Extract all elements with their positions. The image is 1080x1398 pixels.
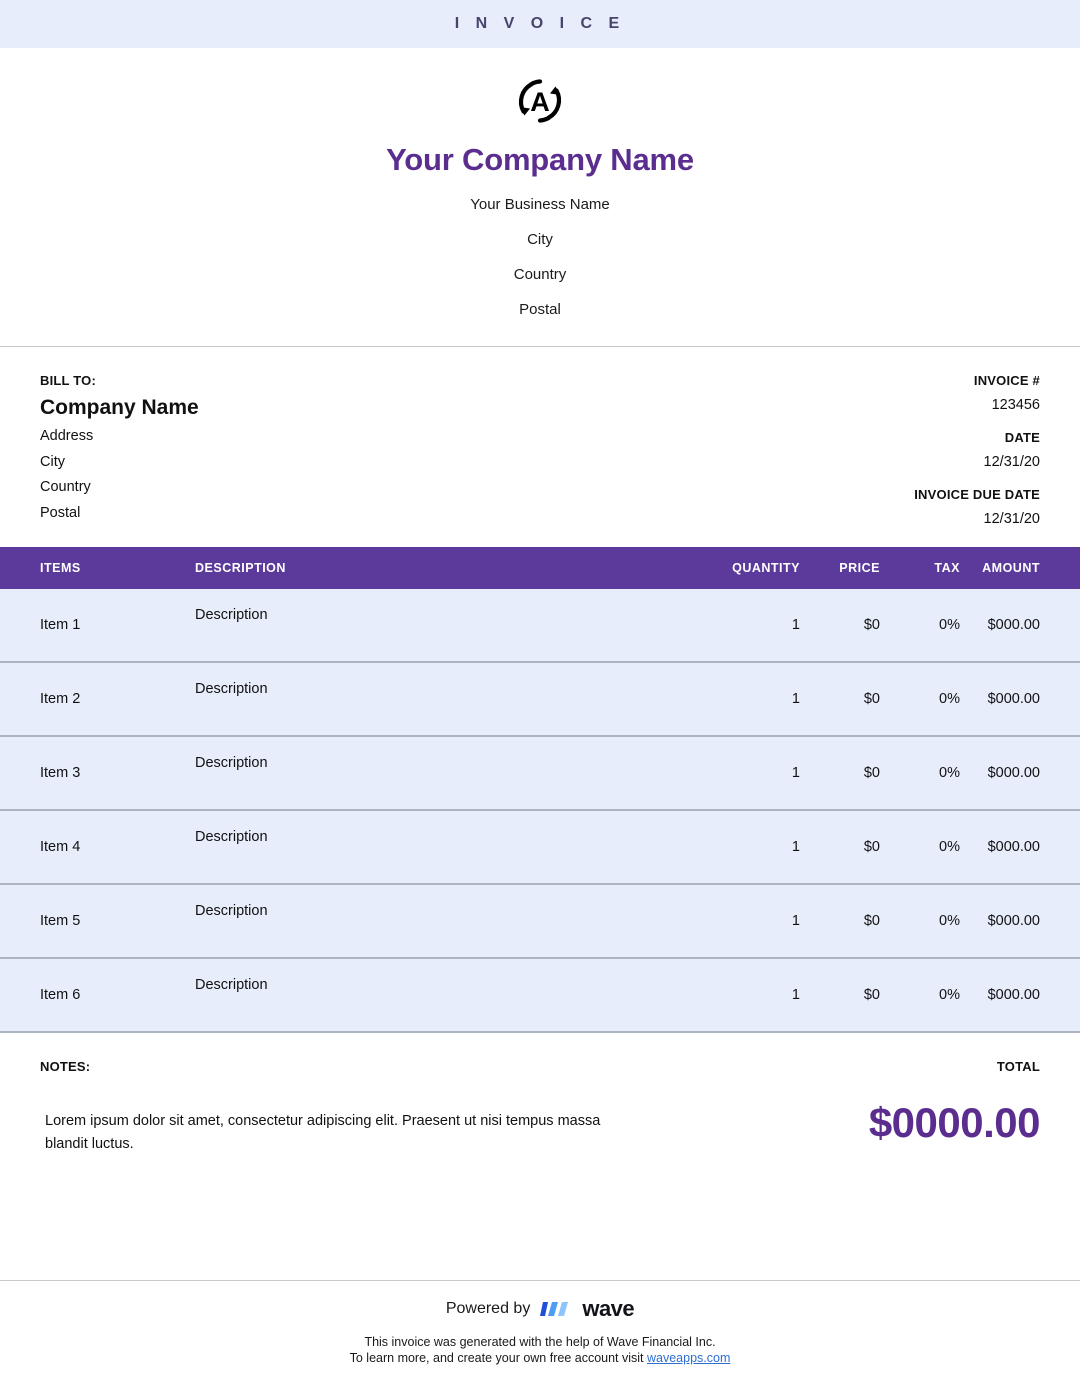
cell-tax: 0% <box>939 839 960 855</box>
wave-bars-logo-icon <box>539 1298 573 1320</box>
notes-label: NOTES: <box>40 1059 91 1074</box>
cell-description: Description <box>195 903 268 919</box>
company-logo <box>0 70 1080 132</box>
column-header-items: ITEMS <box>40 561 81 575</box>
total-amount: $0000.00 <box>868 1099 1040 1146</box>
cell-price: $0 <box>863 913 880 929</box>
notes-and-total-section <box>0 1033 1080 1156</box>
cell-quantity: 1 <box>791 987 800 1003</box>
invoice-date-label: DATE <box>1004 430 1040 445</box>
cell-item: Item 1 <box>40 617 81 633</box>
footer-fineprint <box>0 1334 1080 1366</box>
company-name: Your Company Name <box>386 142 694 177</box>
cell-description: Description <box>195 829 268 845</box>
column-header-description: DESCRIPTION <box>195 561 286 575</box>
cell-amount: $000.00 <box>987 913 1040 929</box>
table-row <box>0 811 1080 885</box>
company-country: Country <box>513 266 567 283</box>
cell-price: $0 <box>863 839 880 855</box>
cell-description: Description <box>195 607 268 623</box>
cell-quantity: 1 <box>791 617 800 633</box>
bill-to-block <box>40 373 199 527</box>
waveapps-link[interactable]: waveapps.com <box>647 1351 731 1365</box>
cell-amount: $000.00 <box>987 691 1040 707</box>
company-business-name: Your Business Name <box>470 196 610 213</box>
cell-amount: $000.00 <box>987 765 1040 781</box>
invoice-details-block <box>914 373 1040 527</box>
total-block <box>869 1059 1040 1156</box>
column-header-tax: TAX <box>934 561 960 575</box>
bill-to-city: City <box>40 453 65 470</box>
cell-amount: $000.00 <box>987 839 1040 855</box>
cell-item: Item 5 <box>40 913 81 929</box>
cell-item: Item 6 <box>40 987 81 1003</box>
cell-amount: $000.00 <box>987 617 1040 633</box>
cell-price: $0 <box>863 987 880 1003</box>
cell-quantity: 1 <box>791 913 800 929</box>
cell-item: Item 2 <box>40 691 81 707</box>
invoice-number-value: 123456 <box>991 397 1040 413</box>
bill-to-address: Address <box>40 428 94 444</box>
cell-quantity: 1 <box>791 691 800 707</box>
company-city: City <box>527 231 553 248</box>
page-title: I N V O I C E <box>454 15 626 32</box>
cell-tax: 0% <box>939 617 960 633</box>
invoice-due-date-value: 12/31/20 <box>983 511 1040 527</box>
invoice-due-date-label: INVOICE DUE DATE <box>914 487 1040 502</box>
circular-arrows-a-logo-icon <box>509 70 571 132</box>
cell-quantity: 1 <box>791 839 800 855</box>
cell-price: $0 <box>863 617 880 633</box>
bill-to-postal: Postal <box>40 504 81 521</box>
cell-price: $0 <box>863 765 880 781</box>
invoice-meta-section <box>0 347 1080 547</box>
column-header-price: PRICE <box>839 561 880 575</box>
cell-item: Item 3 <box>40 765 81 781</box>
bill-to-country: Country <box>40 479 91 495</box>
table-header-row <box>0 547 1080 589</box>
table-row <box>0 959 1080 1033</box>
table-row <box>0 737 1080 811</box>
cell-quantity: 1 <box>791 765 800 781</box>
invoice-number-label: INVOICE # <box>973 373 1040 388</box>
table-row <box>0 589 1080 663</box>
cell-item: Item 4 <box>40 839 81 855</box>
footer <box>0 1296 1080 1366</box>
powered-by-label: Powered by <box>445 1300 531 1317</box>
column-header-amount: AMOUNT <box>982 561 1040 575</box>
cell-description: Description <box>195 681 268 697</box>
notes-block <box>40 1059 640 1156</box>
notes-text: Lorem ipsum dolor sit amet, consectetur adipiscing elit. Praesent ut nisi tempus massa blandit luctus. <box>45 1113 601 1152</box>
fineprint-line-2-prefix: To learn more, and create your own free account visit <box>349 1351 647 1365</box>
svg-text:A: A <box>530 87 550 117</box>
powered-by-wave <box>0 1296 1080 1322</box>
cell-tax: 0% <box>939 913 960 929</box>
company-postal: Postal <box>519 301 561 318</box>
bill-to-company: Company Name <box>40 396 199 419</box>
cell-amount: $000.00 <box>987 987 1040 1003</box>
fineprint-line-1: This invoice was generated with the help of Wave Financial Inc. <box>364 1335 716 1349</box>
column-header-quantity: QUANTITY <box>732 561 800 575</box>
total-label: TOTAL <box>996 1059 1040 1074</box>
cell-description: Description <box>195 755 268 771</box>
fineprint-line-2 <box>0 1350 1080 1366</box>
footer-divider <box>0 1280 1080 1281</box>
table-body <box>0 589 1080 1033</box>
cell-price: $0 <box>863 691 880 707</box>
table-row <box>0 885 1080 959</box>
cell-description: Description <box>195 977 268 993</box>
line-items-table <box>0 547 1080 1033</box>
invoice-banner <box>0 0 1080 48</box>
cell-tax: 0% <box>939 691 960 707</box>
company-header <box>0 48 1080 347</box>
invoice-date-value: 12/31/20 <box>983 454 1040 470</box>
cell-tax: 0% <box>939 987 960 1003</box>
cell-tax: 0% <box>939 765 960 781</box>
wave-wordmark: wave <box>582 1296 635 1321</box>
table-row <box>0 663 1080 737</box>
bill-to-label: BILL TO: <box>40 373 97 388</box>
